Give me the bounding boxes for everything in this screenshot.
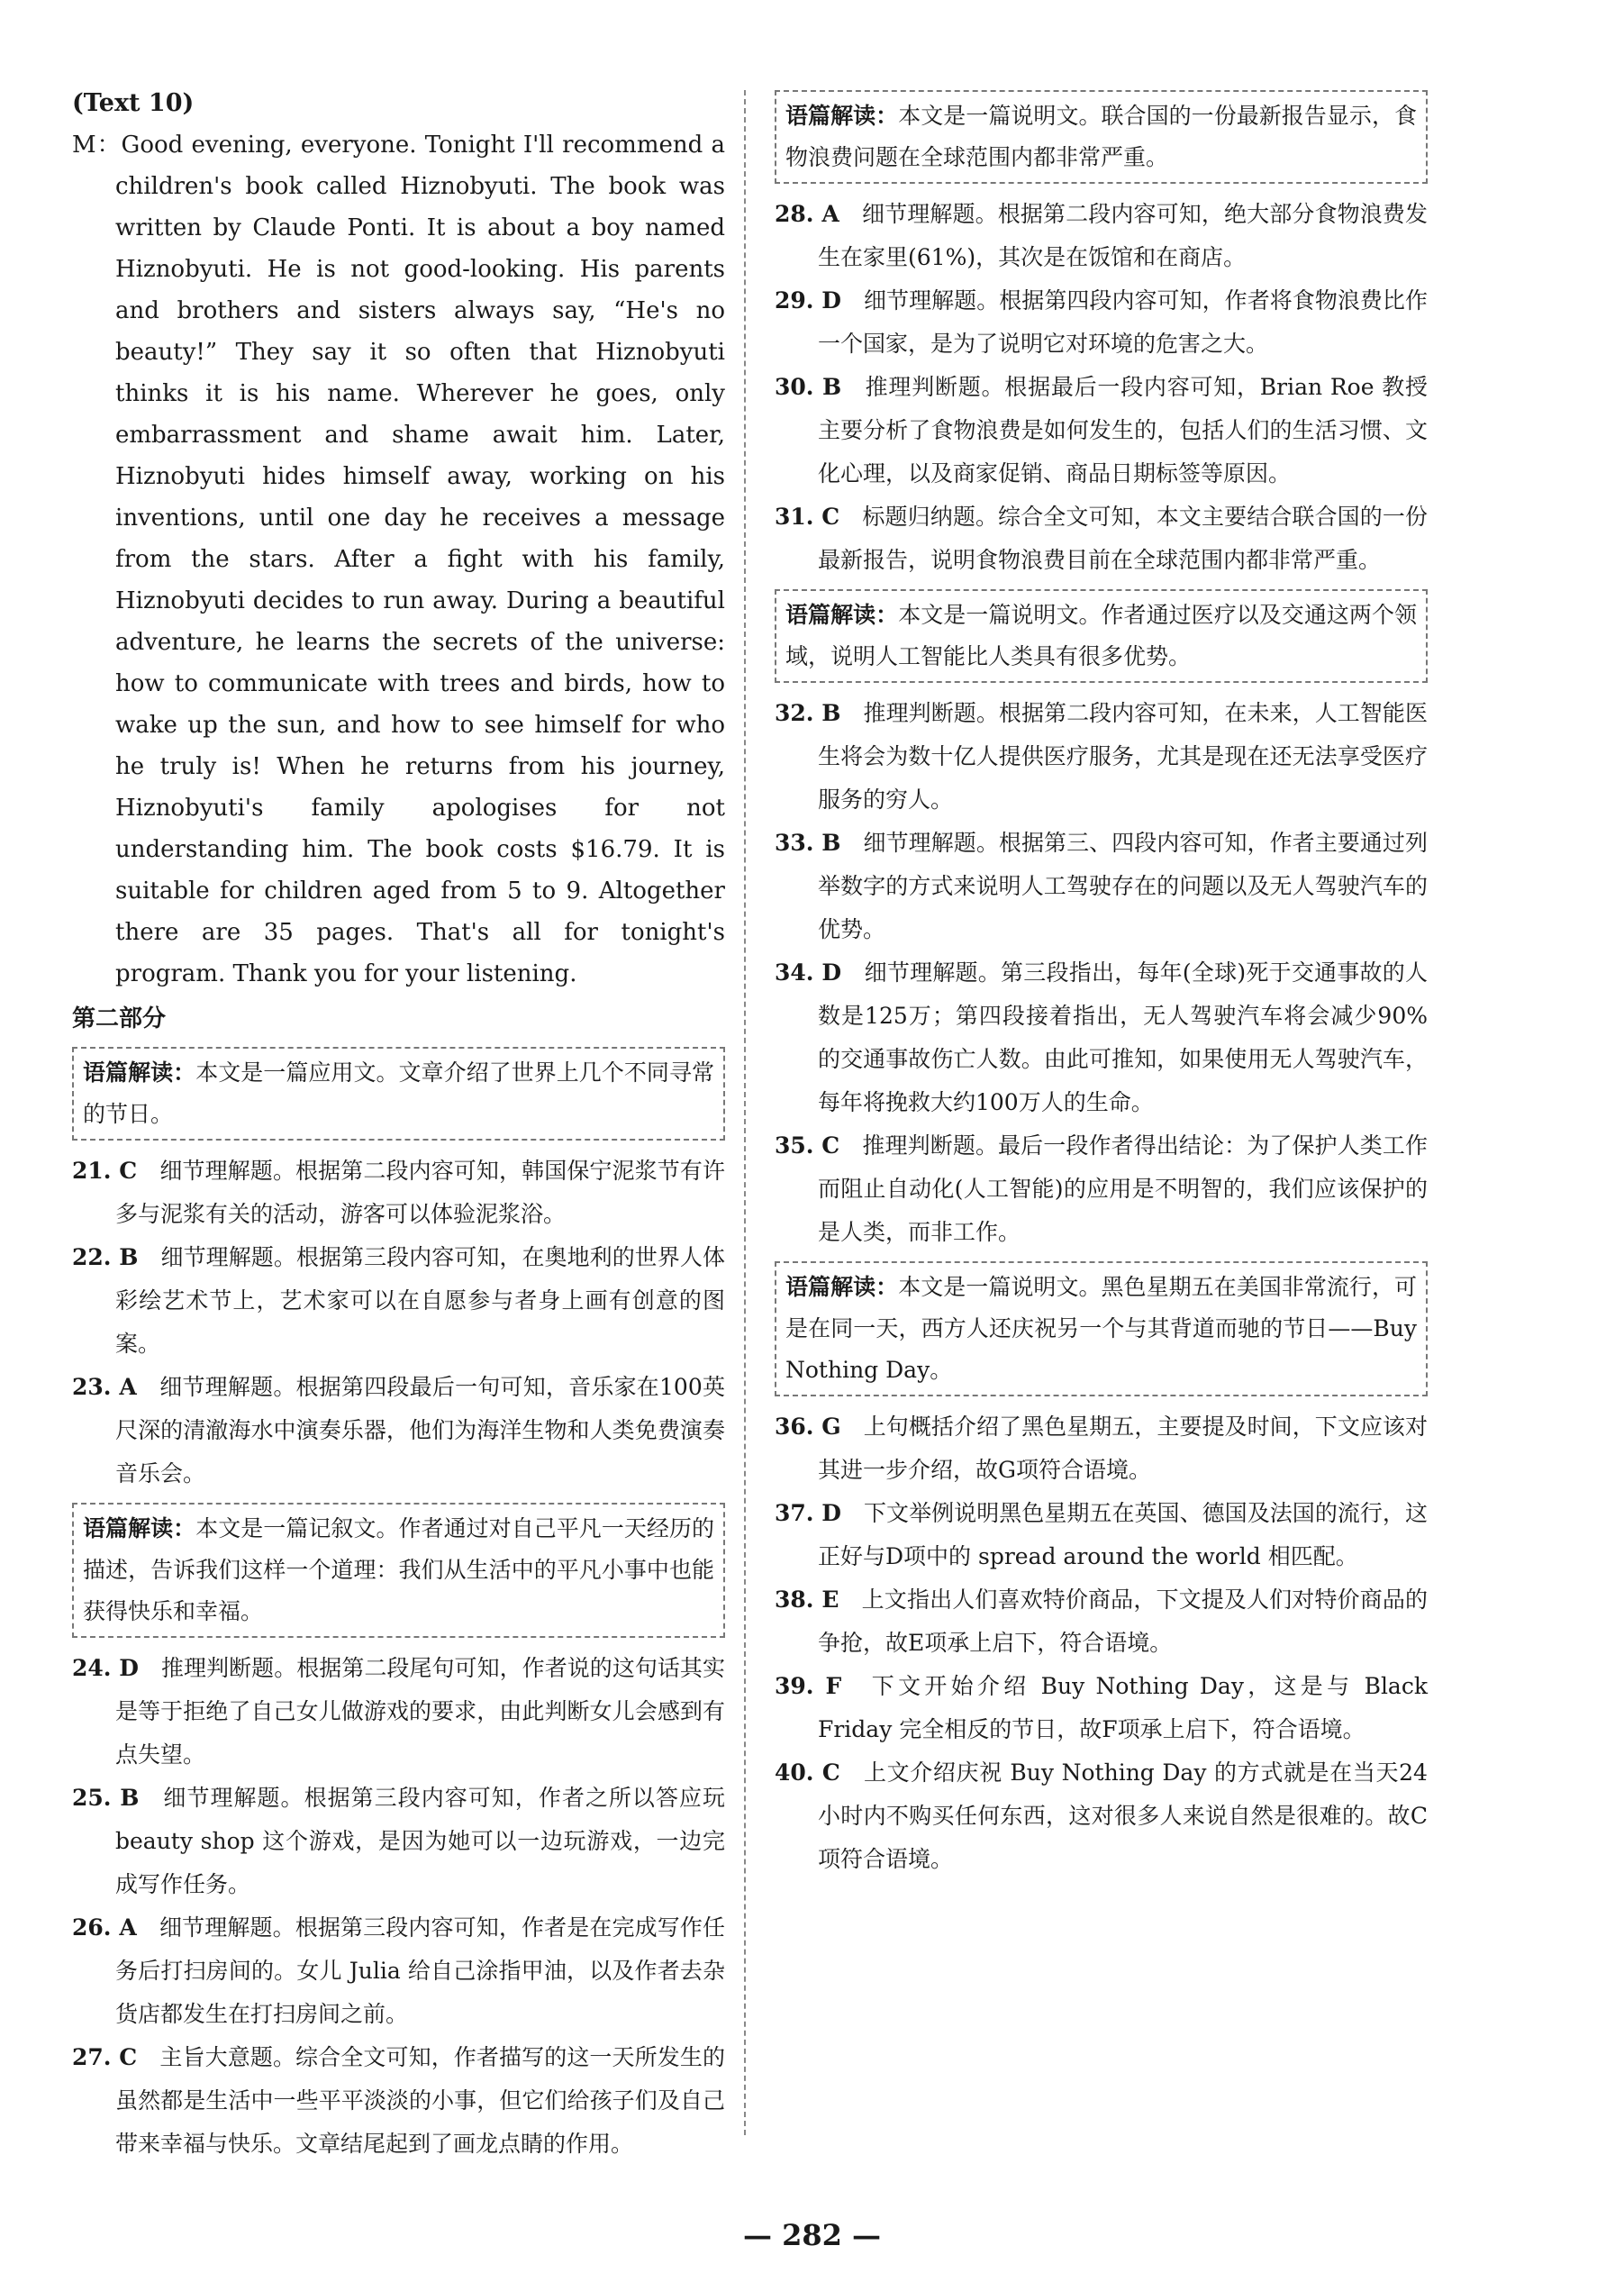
answer-explanation: 细节理解题。根据第四段最后一句可知，音乐家在100英尺深的清澈海水中演奏乐器，他们为海洋生物和人类免费演奏音乐会。 — [115, 1374, 725, 1487]
summary-label: 语篇解读： — [83, 1059, 196, 1086]
answer-explanation: 上文指出人们喜欢特价商品，下文提及人们对特价商品的争抢，故E项承上启下，符合语境。 — [818, 1587, 1428, 1656]
answer-explanation: 细节理解题。根据第三、四段内容可知，作者主要通过列举数字的方式来说明人工驾驶存在的问题以及无人驾驶汽车的优势。 — [818, 830, 1428, 942]
answer-number: 39. F — [775, 1673, 842, 1699]
answer-number: 33. B — [775, 830, 841, 856]
answer-item — [72, 1150, 725, 1236]
right-column — [775, 83, 1428, 1881]
answer-number: 30. B — [775, 374, 842, 400]
summary-text: 本文是一篇应用文。文章介绍了世界上几个不同寻常的节日。 — [83, 1059, 714, 1127]
answer-number: 40. C — [775, 1759, 840, 1786]
answer-explanation: 标题归纳题。综合全文可知，本文主要结合联合国的一份最新报告，说明食物浪费目前在全球范围内都非常严重。 — [818, 504, 1428, 573]
left-column — [72, 83, 725, 2166]
answer-number: 31. C — [775, 504, 840, 530]
answer-item — [775, 692, 1428, 822]
passage-block — [72, 1047, 725, 1496]
answer-explanation: 细节理解题。根据第四段内容可知，作者将食物浪费比作一个国家，是为了说明它对环境的危害之大。 — [818, 287, 1428, 357]
part-two-title: 第二部分 — [72, 1005, 167, 1032]
answer-number: 32. B — [775, 700, 841, 726]
summary-label: 语篇解读： — [785, 1274, 899, 1300]
answer-item — [72, 1236, 725, 1366]
passage-block — [775, 589, 1428, 1254]
answer-item — [775, 951, 1428, 1124]
passage-summary-box — [775, 1261, 1428, 1396]
answer-explanation: 上文介绍庆祝 Buy Nothing Day 的方式就是在当天24小时内不购买任何东西，这对很多人来说自然是很难的。故C项符合语境。 — [818, 1759, 1428, 1872]
answer-item — [72, 1777, 725, 1906]
answer-explanation: 推理判断题。最后一段作者得出结论：为了保护人类工作而阻止自动化(人工智能)的应用是不明智的，我们应该保护的是人类，而非工作。 — [818, 1132, 1428, 1245]
summary-text: 本文是一篇记叙文。作者通过对自己平凡一天经历的描述，告诉我们这样一个道理：我们从生活中的平凡小事中也能获得快乐和幸福。 — [83, 1515, 714, 1624]
passage-summary-box — [775, 589, 1428, 683]
answer-explanation: 推理判断题。根据第二段尾句可知，作者说的这句话其实是等于拒绝了自己女儿做游戏的要求，由此判断女儿会感到有点失望。 — [115, 1655, 725, 1768]
answer-number: 21. C — [72, 1158, 138, 1184]
listening-transcript: M：Good evening, everyone. Tonight I'll recommend a children's book called Hiznobyuti. The book was written by Claude Ponti. It is about a boy named Hiznobyuti. He is not good-looking. His parents and brothers and sisters always say, “He's no beauty!” They say it so often that Hiznobyuti thinks it is his name. Wherever he goes, only embarrassment and shame await him. Later, Hiznobyuti hides himself away, working on his inventions, until one day he receives a message from the stars. After a fight with his family, Hiznobyuti decides to run away. During a beautiful adventure, he learns the secrets of the universe: how to communicate with trees and birds, how to wake up the sun, and how to see himself for who he truly is! When he returns from his journey, Hiznobyuti's family apologises for not understanding him. The book costs $16.79. It is suitable for children aged from 5 to 9. Altogether there are 35 pages. That's all for tonight's program. Thank you for your listening. — [72, 132, 725, 987]
answer-number: 35. C — [775, 1132, 840, 1159]
answer-number: 29. D — [775, 287, 841, 314]
answer-item — [775, 1751, 1428, 1881]
answer-item — [775, 1405, 1428, 1492]
passage-block — [72, 1503, 725, 2166]
passage-block — [775, 1261, 1428, 1881]
answer-explanation: 推理判断题。根据第二段内容可知，在未来，人工智能医生将会为数十亿人提供医疗服务，尤其是现在还无法享受医疗服务的穷人。 — [818, 700, 1428, 813]
summary-text: 本文是一篇说明文。作者通过医疗以及交通这两个领域，说明人工智能比人类具有很多优势。 — [785, 602, 1417, 669]
answer-item — [775, 1578, 1428, 1665]
answer-explanation: 细节理解题。第三段指出，每年(全球)死于交通事故的人数是125万；第四段接着指出，无人驾驶汽车将会减少90%的交通事故伤亡人数。由此可推知，如果使用无人驾驶汽车，每年将挽救大约100万人的生命。 — [818, 959, 1428, 1115]
answer-explanation: 细节理解题。根据第二段内容可知，韩国保宁泥浆节有许多与泥浆有关的活动，游客可以体验泥浆浴。 — [115, 1158, 725, 1227]
summary-text: 本文是一篇说明文。联合国的一份最新报告显示，食物浪费问题在全球范围内都非常严重。 — [785, 103, 1417, 170]
summary-label: 语篇解读： — [785, 103, 899, 129]
passage-block — [775, 90, 1428, 582]
answer-explanation: 细节理解题。根据第三段内容可知，作者之所以答应玩 beauty shop 这个游戏，是因为她可以一边玩游戏，一边完成写作任务。 — [115, 1785, 725, 1897]
answer-explanation: 推理判断题。根据最后一段内容可知，Brian Roe 教授主要分析了食物浪费是如何发生的，包括人们的生活习惯、文化心理，以及商家促销、商品日期标签等原因。 — [818, 374, 1428, 486]
answer-number: 36. G — [775, 1414, 841, 1440]
answer-explanation: 下文举例说明黑色星期五在英国、德国及法国的流行，这正好与D项中的 spread around the world 相匹配。 — [818, 1500, 1428, 1569]
answer-number: 37. D — [775, 1500, 841, 1526]
answer-number: 26. A — [72, 1914, 137, 1941]
answer-item — [775, 496, 1428, 582]
answer-explanation: 细节理解题。根据第三段内容可知，在奥地利的世界人体彩绘艺术节上，艺术家可以在自愿参与者身上画有创意的图案。 — [115, 1244, 725, 1357]
summary-label: 语篇解读： — [83, 1515, 196, 1541]
summary-label: 语篇解读： — [785, 602, 899, 628]
summary-text: 本文是一篇说明文。黑色星期五在美国非常流行，可是在同一天，西方人还庆祝另一个与其背道而驰的节日——Buy Nothing Day。 — [785, 1274, 1417, 1383]
answer-number: 27. C — [72, 2044, 138, 2070]
column-divider — [744, 90, 746, 2135]
answer-explanation: 细节理解题。根据第三段内容可知，作者是在完成写作任务后打扫房间的。女儿 Julia 给自己涂指甲油，以及作者去杂货店都发生在打扫房间之前。 — [115, 1914, 725, 2027]
answer-explanation: 下文开始介绍 Buy Nothing Day，这是与 Black Friday 完全相反的节日，故F项承上启下，符合语境。 — [818, 1673, 1428, 1742]
answer-item — [775, 193, 1428, 279]
answer-item — [72, 1906, 725, 2036]
answer-item — [775, 366, 1428, 496]
listening-heading: (Text 10) — [72, 89, 195, 117]
answer-item — [775, 1492, 1428, 1578]
answer-item — [72, 1647, 725, 1777]
answer-number: 22. B — [72, 1244, 139, 1270]
answer-number: 25. B — [72, 1785, 140, 1811]
answer-explanation: 上句概括介绍了黑色星期五，主要提及时间，下文应该对其进一步介绍，故G项符合语境。 — [818, 1414, 1428, 1483]
answer-item — [72, 1366, 725, 1496]
answer-item — [775, 1124, 1428, 1254]
passage-summary-box — [775, 90, 1428, 184]
page-number: — 282 — — [742, 2218, 882, 2252]
answer-number: 38. E — [775, 1587, 839, 1613]
answer-number: 24. D — [72, 1655, 139, 1681]
answer-item — [72, 2036, 725, 2166]
passage-summary-box — [72, 1047, 725, 1141]
answer-number: 34. D — [775, 959, 842, 986]
answer-item — [775, 822, 1428, 951]
answer-item — [775, 1665, 1428, 1751]
passage-summary-box — [72, 1503, 725, 1638]
answer-explanation: 主旨大意题。综合全文可知，作者描写的这一天所发生的虽然都是生活中一些平平淡淡的小事，但它们给孩子们及自己带来幸福与快乐。文章结尾起到了画龙点睛的作用。 — [115, 2044, 725, 2157]
answer-number: 28. A — [775, 201, 839, 227]
answer-number: 23. A — [72, 1374, 137, 1400]
answer-item — [775, 279, 1428, 366]
answer-explanation: 细节理解题。根据第二段内容可知，绝大部分食物浪费发生在家里(61%)，其次是在饭馆和在商店。 — [818, 201, 1428, 270]
